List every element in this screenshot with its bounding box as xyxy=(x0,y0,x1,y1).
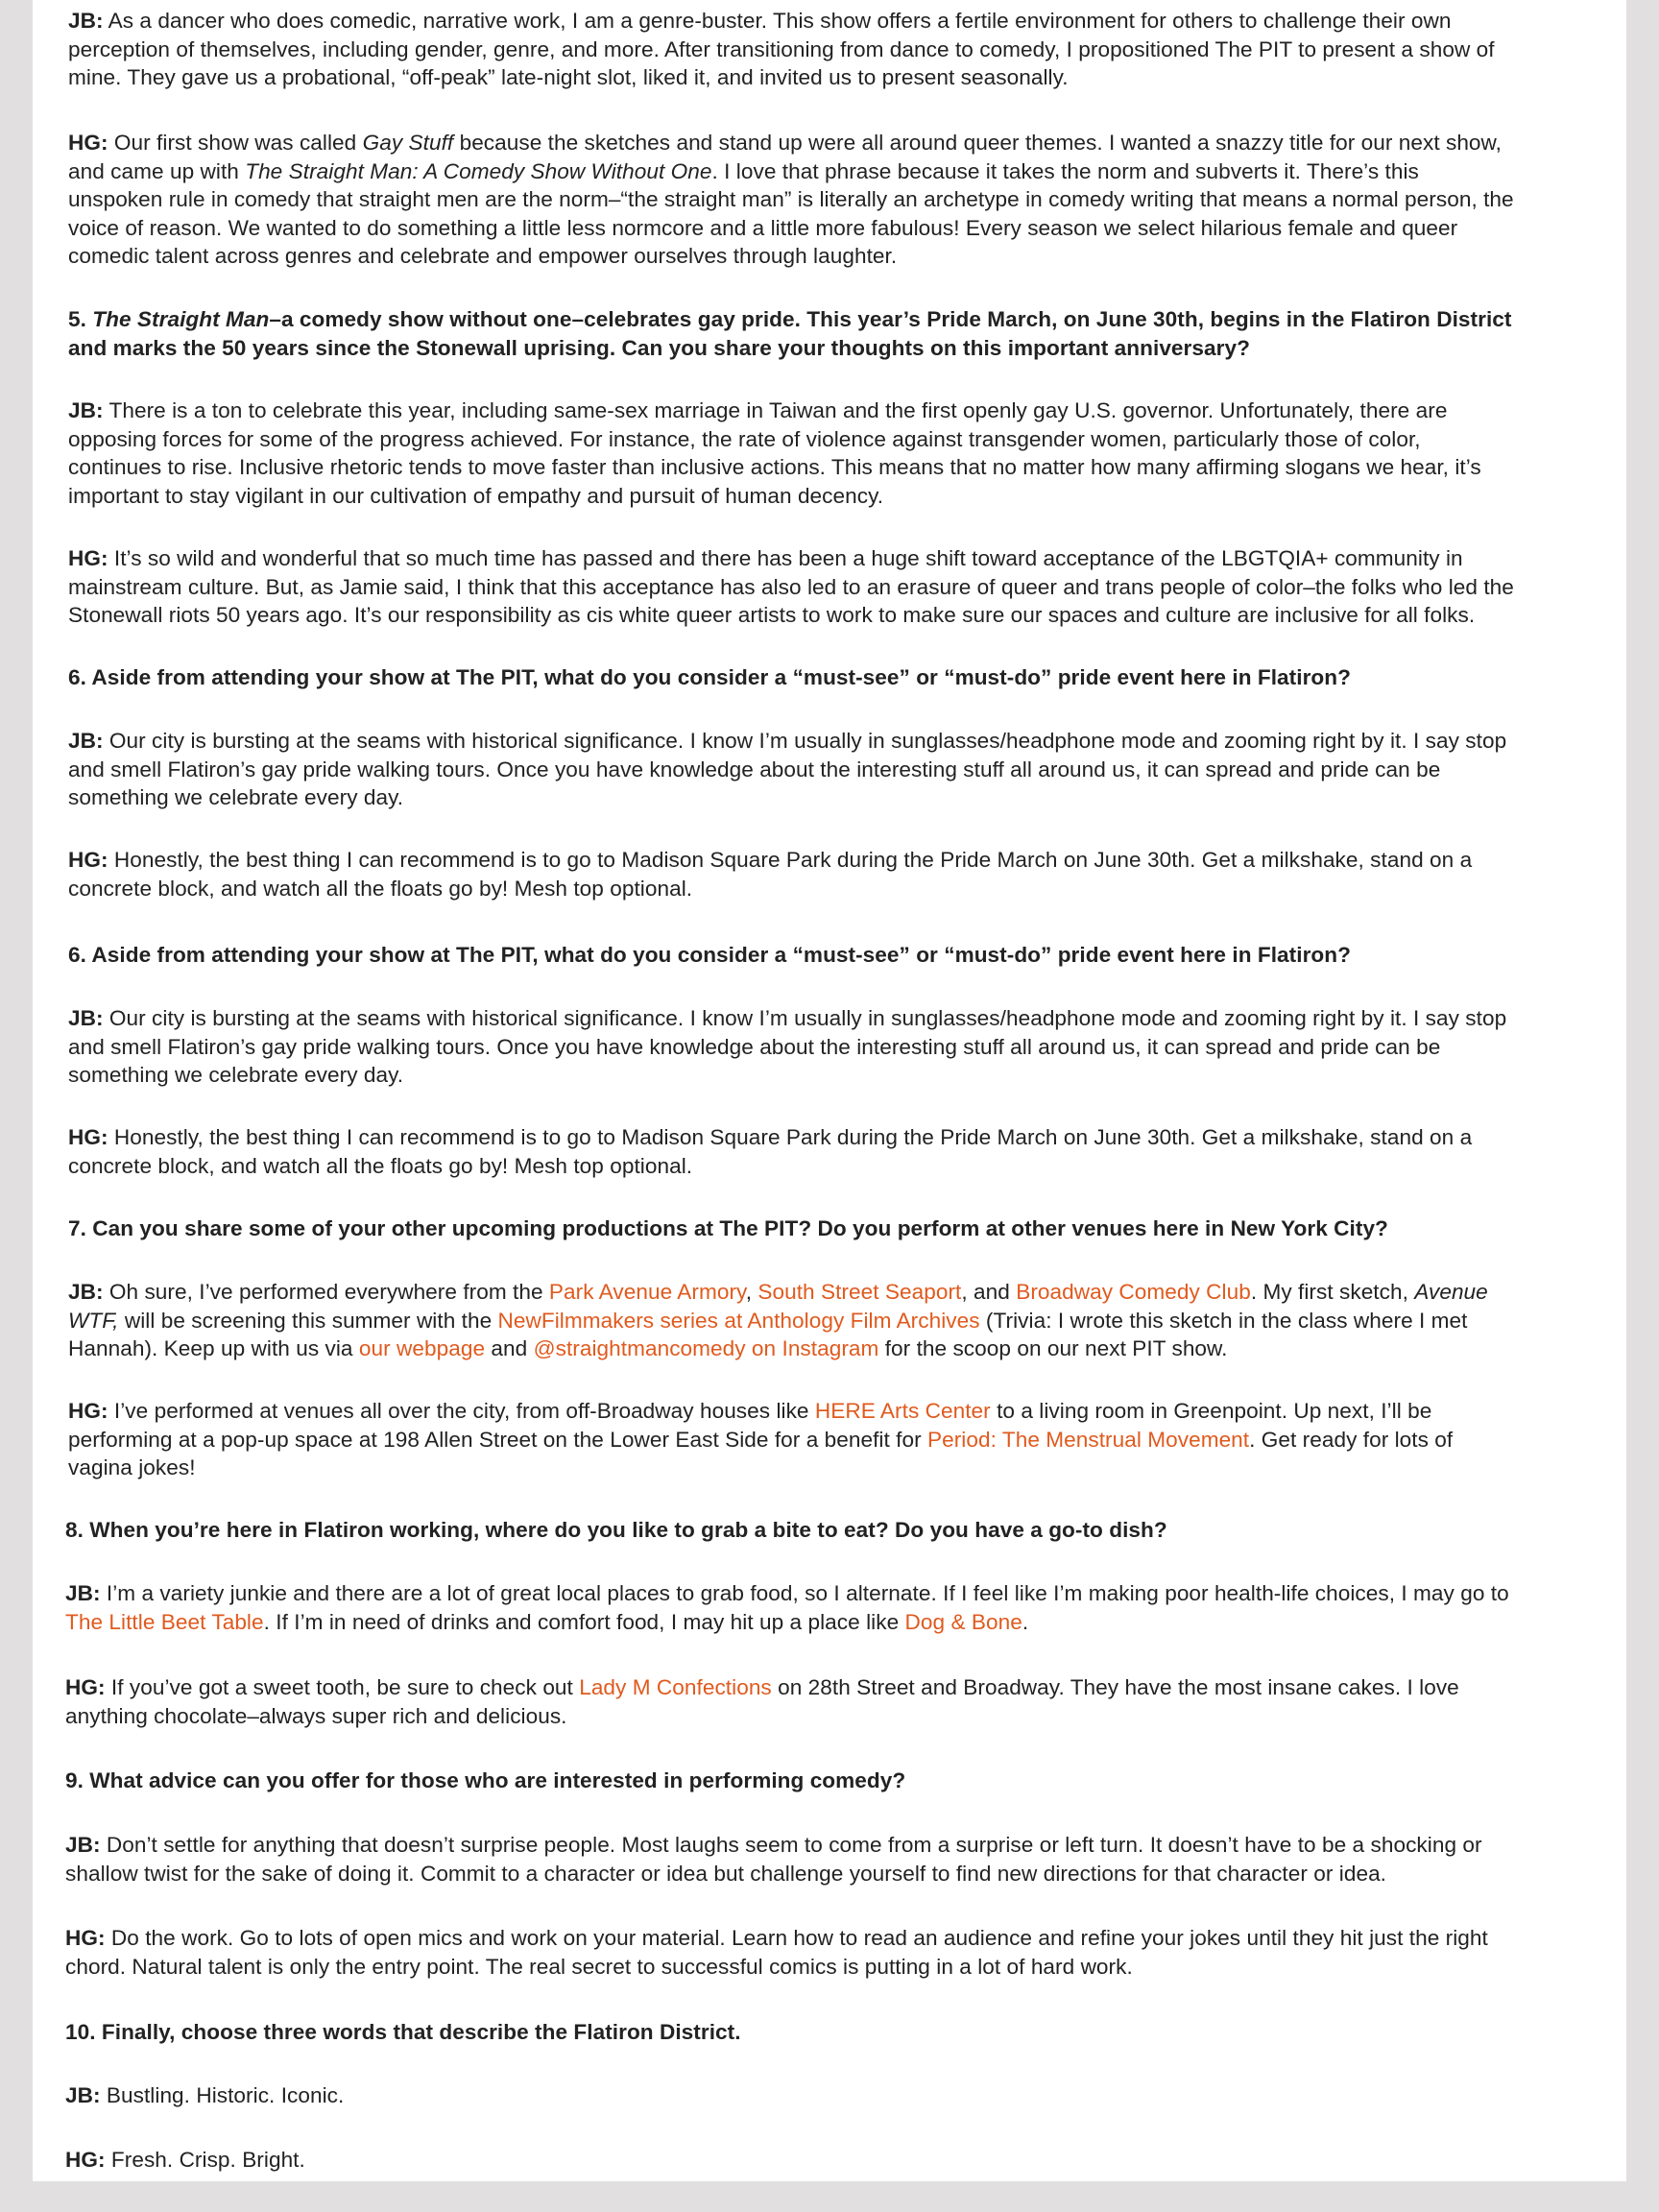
article-page xyxy=(33,0,1626,2181)
link-newfilmmakers-series[interactable]: NewFilmmakers series at Anthology Film Archives xyxy=(497,1308,980,1333)
speaker-label: JB: xyxy=(68,398,104,422)
speaker-label: JB: xyxy=(65,1833,101,1857)
speaker-label: JB: xyxy=(65,1581,101,1605)
speaker-label: HG: xyxy=(68,848,108,872)
link-little-beet-table[interactable]: The Little Beet Table xyxy=(65,1609,264,1634)
show-title: Gay Stuff xyxy=(362,131,454,155)
question-6: 6. Aside from attending your show at The PIT, what do you consider a “must-see” or “must-do” pride event here in Flatiron? xyxy=(68,665,1351,689)
speaker-label: HG: xyxy=(68,546,108,570)
speaker-label: JB: xyxy=(68,1006,104,1030)
speaker-label: JB: xyxy=(68,1280,104,1304)
answer-paragraph: HG: If you’ve got a sweet tooth, be sure to check out Lady M Confections on 28th Street and Broadway. They have the most insane cakes. I love anything chocolate–always super rich and delicious. xyxy=(65,1675,1459,1728)
answer-text: As a dancer who does comedic, narrative work, I am a genre-buster. This show offers a fertile environment for others to challenge their own xyxy=(103,9,1452,33)
speaker-label: HG: xyxy=(65,1926,106,1950)
answer-paragraph: JB: Our city is bursting at the seams with historical significance. I know I’m usually in sunglasses/headphone mode and zooming right by it. I say stop and smell Flatiron’s gay pride walking tours. Once you have knowledge about the interesting stuff all around us, it can spread and pride can be something we celebrate every day. xyxy=(68,1006,1507,1088)
answer-paragraph: JB: Bustling. Historic. Iconic. xyxy=(65,2083,345,2107)
answer-paragraph: HG: Fresh. Crisp. Bright. xyxy=(65,2148,305,2172)
answer-paragraph: HG: Honestly, the best thing I can recommend is to go to Madison Square Park during the Pride March on June 30th. Get a milkshake, stand on a concrete block, and watch all the floats go by! Mesh top optional. xyxy=(68,848,1473,901)
speaker-label: JB: xyxy=(68,729,104,753)
speaker-label: HG: xyxy=(65,1675,106,1699)
speaker-label: HG: xyxy=(68,1399,108,1423)
answer-paragraph: HG: I’ve performed at venues all over the city, from off-Broadway houses like HERE Arts Center to a living room in Greenpoint. Up next, I’ll be performing at a pop-up space at 198 Allen Street on the Lower East Side for a benefit for Period: The Menstrual Movement. Get ready for lots of vagina jokes! xyxy=(68,1399,1454,1480)
answer-paragraph: JB: Our city is bursting at the seams with historical significance. I know I’m usually in sunglasses/headphone mode and zooming right by it. I say stop and smell Flatiron’s gay pride walking tours. Once you have knowledge about the interesting stuff all around us, it can spread and pride can be something we celebrate every day. xyxy=(68,729,1507,810)
answer-text: voice of reason. We wanted to do something a little less normcore and a little more fabulous! Every season we select hilarious female and queer xyxy=(68,215,1458,240)
question-10: 10. Finally, choose three words that describe the Flatiron District. xyxy=(65,2020,741,2044)
answer-text: comedic talent across genres and celebrate and empower ourselves through laughter. xyxy=(68,244,898,269)
question-7: 7. Can you share some of your other upcoming productions at The PIT? Do you perform at other venues here in New York City? xyxy=(68,1216,1388,1240)
link-dog-and-bone[interactable]: Dog & Bone xyxy=(904,1609,1022,1634)
answer-text: mine. They gave us a probational, “off-peak” late-night slot, liked it, and invited us to present seasonally. xyxy=(68,65,1069,90)
speaker-label: HG: xyxy=(65,2148,106,2172)
link-period-menstrual-movement[interactable]: Period: The Menstrual Movement xyxy=(927,1427,1250,1452)
link-lady-m-confections[interactable]: Lady M Confections xyxy=(579,1675,772,1699)
speaker-label: HG: xyxy=(68,131,108,155)
answer-paragraph: HG: It’s so wild and wonderful that so much time has passed and there has been a huge shift toward acceptance of the LBGTQIA+ community in mainstream culture. But, as Jamie said, I think that this acceptance has also led to an erasure of queer and trans people of color–the folks who led the Stonewall riots 50 years ago. It’s our responsibility as cis white queer artists to work to make sure our spaces and culture are inclusive for all folks. xyxy=(68,546,1514,628)
link-here-arts-center[interactable]: HERE Arts Center xyxy=(814,1399,991,1423)
answer-paragraph: HG: Do the work. Go to lots of open mics and work on your material. Learn how to read an audience and refine your jokes until they hit just the right chord. Natural talent is only the entry point. The real secret to successful comics is putting in a lot of hard work. xyxy=(65,1926,1488,1979)
question-8: 8. When you’re here in Flatiron working, where do you like to grab a bite to eat? Do you have a go-to dish? xyxy=(65,1518,1167,1542)
speaker-label: JB: xyxy=(65,2083,101,2107)
link-broadway-comedy-club[interactable]: Broadway Comedy Club xyxy=(1016,1280,1251,1304)
link-south-street-seaport[interactable]: South Street Seaport xyxy=(757,1280,962,1304)
link-instagram[interactable]: @straightmancomedy on Instagram xyxy=(533,1336,879,1361)
answer-paragraph: JB: I’m a variety junkie and there are a lot of great local places to grab food, so I alternate. If I feel like I’m making poor health-life choices, I may go to The Little Beet Table. If I’m in need of drinks and comfort food, I may hit up a place like Dog & Bone. xyxy=(65,1581,1509,1634)
link-our-webpage[interactable]: our webpage xyxy=(358,1336,486,1361)
speaker-label: HG: xyxy=(68,1125,108,1149)
answer-paragraph xyxy=(68,7,1495,92)
question-5: 5. The Straight Man–a comedy show without one–celebrates gay pride. This year’s Pride March, on June 30th, begins in the Flatiron District and marks the 50 years since the Stonewall uprising. Can you share your thoughts on this important anniversary? xyxy=(68,307,1512,360)
answer-paragraph: JB: Don’t settle for anything that doesn’t surprise people. Most laughs seem to come from a surprise or left turn. It doesn’t have to be a shocking or shallow twist for the sake of doing it. Commit to a character or idea but challenge yourself to find new directions for that character or idea. xyxy=(65,1833,1482,1886)
question-6-repeat: 6. Aside from attending your show at The PIT, what do you consider a “must-see” or “must-do” pride event here in Flatiron? xyxy=(68,943,1351,967)
answer-text: perception of themselves, including gender, genre, and more. After transitioning from dance to comedy, I propositioned The PIT to present a show of xyxy=(68,36,1495,61)
answer-text: unspoken rule in comedy that straight men are the norm–“the straight man” is literally an archetype in comedy writing that means a normal person, the xyxy=(68,187,1514,212)
answer-paragraph: JB: Oh sure, I’ve performed everywhere from the Park Avenue Armory, South Street Seaport, and Broadway Comedy Club. My first sketch, Avenue WTF, will be screening this summer with the NewFilmmakers series at Anthology Film Archives (Trivia: I wrote this sketch in the class where I met Hannah). Keep up with us via our webpage and @straightmancomedy on Instagram for the scoop on our next PIT show. xyxy=(68,1280,1488,1361)
answer-paragraph: HG: Our first show was called Gay Stuff because the sketches and stand up were all around queer themes. I wanted a snazzy title for our next show, and came up with The Straight Man: A Comedy Show Without One. I love that phrase because it takes the norm and subverts it. There’s this unspoken rule in comedy that straight men are the norm–“the straight man” is literally an archetype in comedy writing that means a normal person, the voice of reason. We wanted to do something a little less normcore and a little more fabulous! Every season we select hilarious female and queer comedic talent across genres and celebrate and empower ourselves through laughter. xyxy=(68,129,1514,271)
answer-paragraph: HG: Honestly, the best thing I can recommend is to go to Madison Square Park during the Pride March on June 30th. Get a milkshake, stand on a concrete block, and watch all the floats go by! Mesh top optional. xyxy=(68,1125,1473,1178)
show-title: The Straight Man: A Comedy Show Without One xyxy=(245,158,712,183)
speaker-label: JB: xyxy=(68,9,104,33)
link-park-avenue-armory[interactable]: Park Avenue Armory xyxy=(548,1280,746,1304)
answer-paragraph: JB: There is a ton to celebrate this year, including same-sex marriage in Taiwan and the first openly gay U.S. governor. Unfortunately, there are opposing forces for some of the progress achieved. For instance, the rate of violence against transgender women, particularly those of color, continues to rise. Inclusive rhetoric tends to move faster than inclusive actions. This means that no matter how many affirming slogans we hear, it’s important to stay vigilant in our cultivation of empathy and pursuit of human decency. xyxy=(68,398,1481,508)
question-9: 9. What advice can you offer for those who are interested in performing comedy? xyxy=(65,1768,906,1792)
